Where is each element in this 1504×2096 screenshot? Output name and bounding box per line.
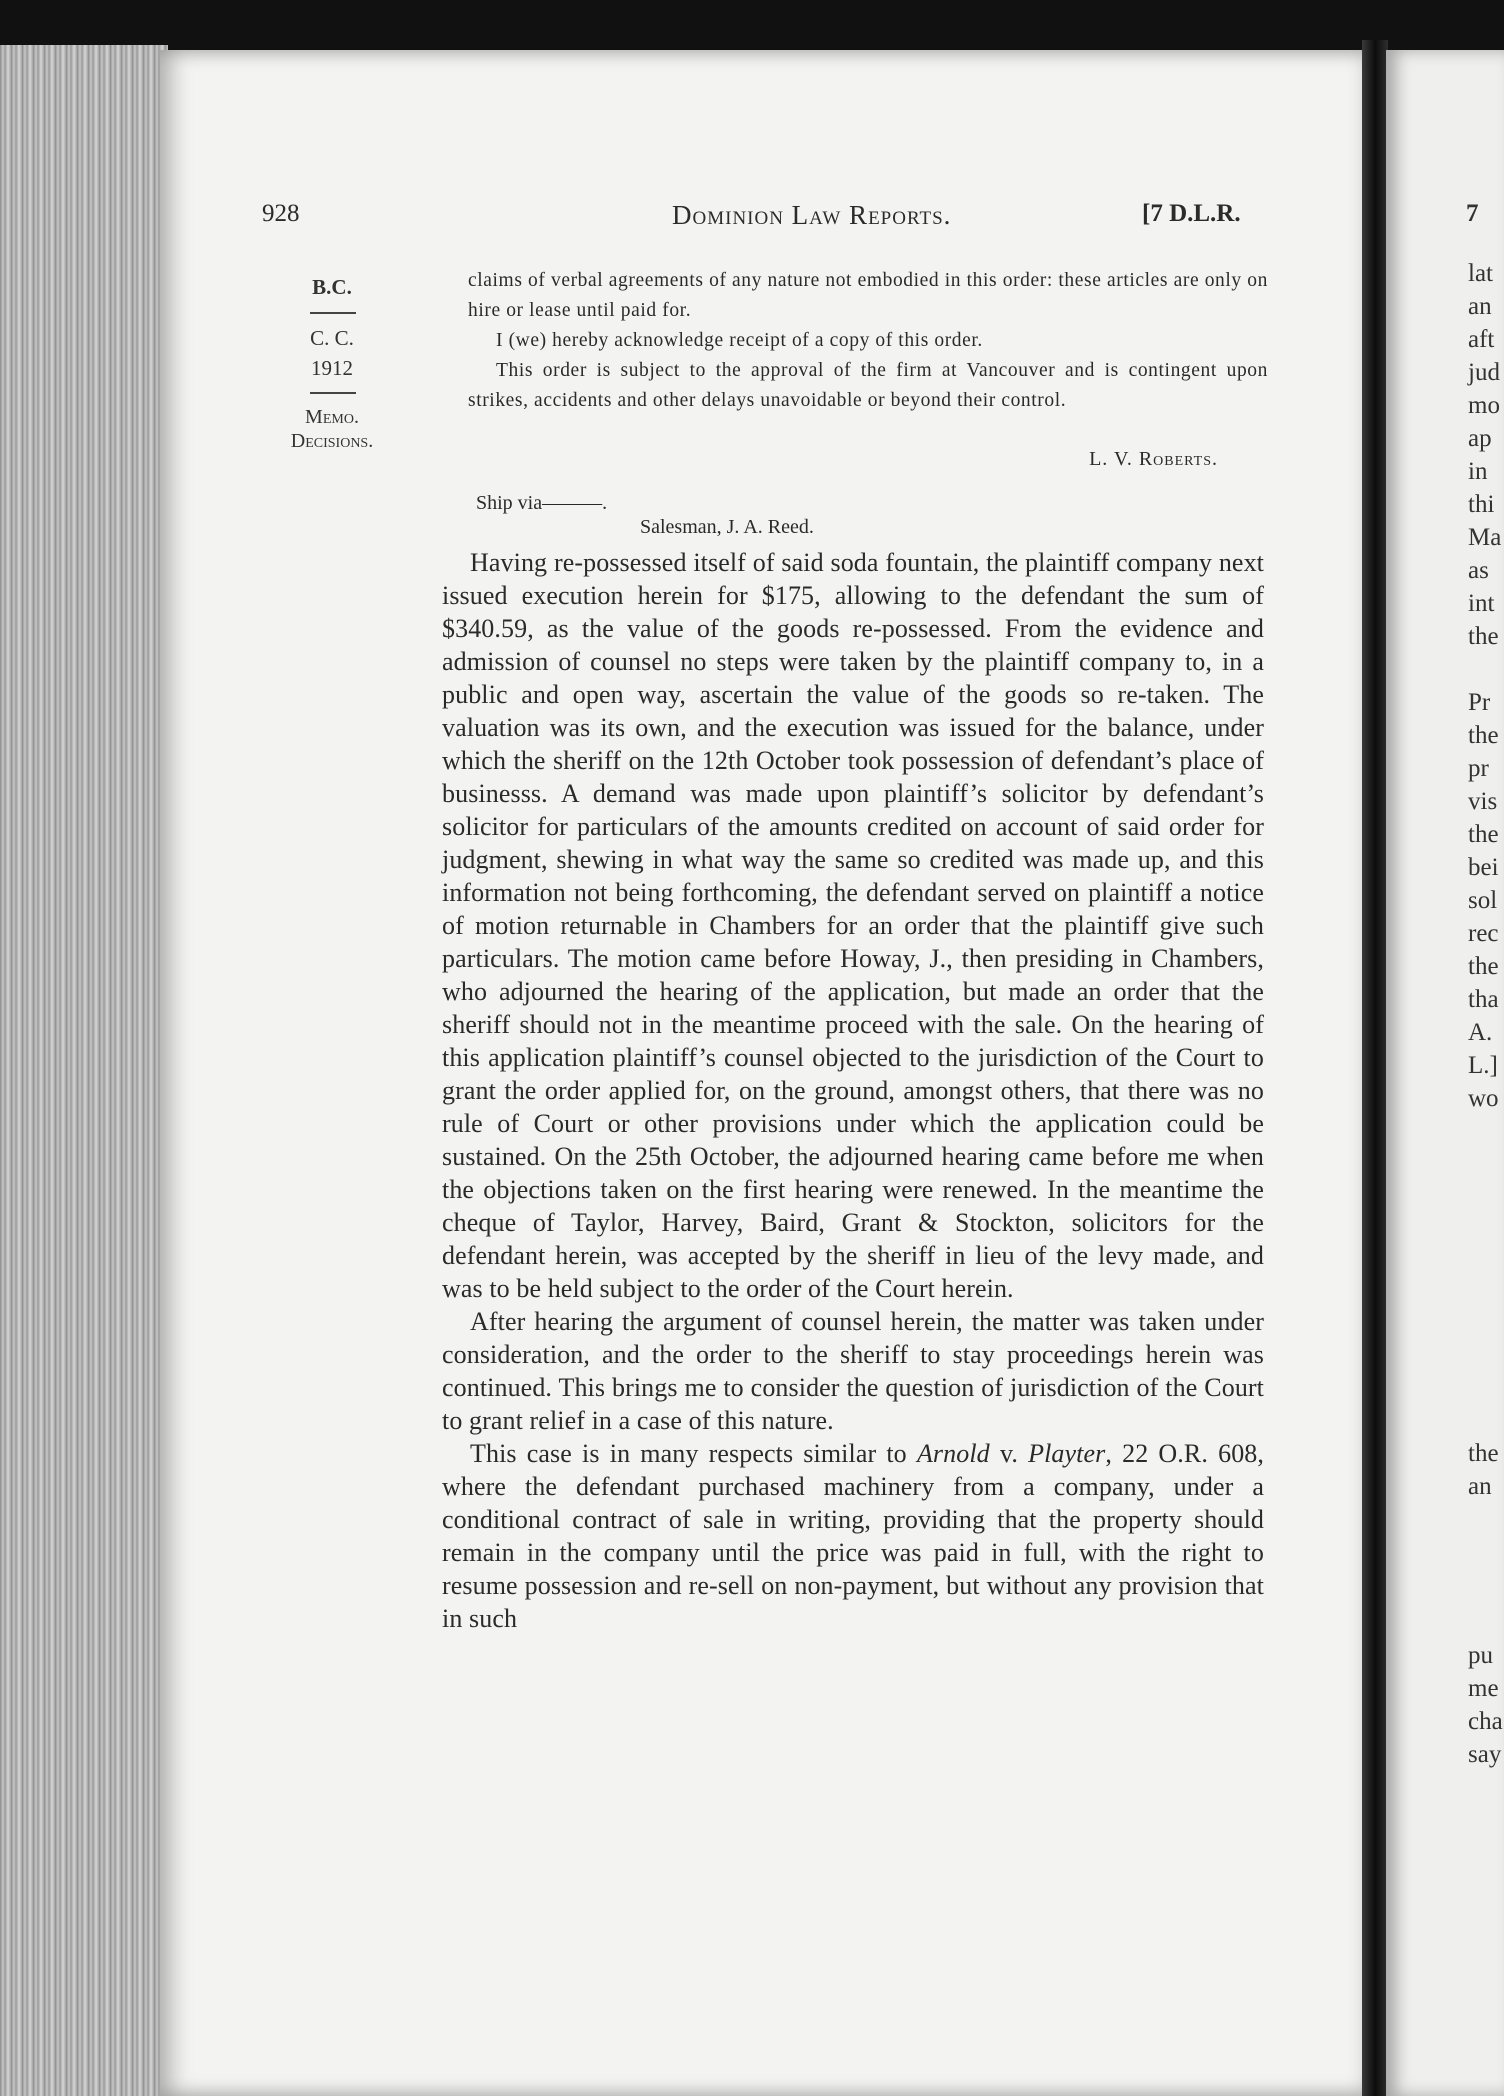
margin-court: C. C.	[310, 326, 354, 350]
facing-page-line: the	[1468, 1440, 1499, 1467]
facing-page-line: the	[1468, 821, 1499, 848]
facing-page-line: aft	[1468, 326, 1495, 353]
margin-rule	[310, 392, 356, 394]
facing-page-line: as	[1468, 557, 1489, 584]
salesman: Salesman, J. A. Reed.	[640, 516, 814, 538]
facing-page-line: rec	[1468, 920, 1499, 947]
facing-page-line: jud	[1468, 359, 1500, 386]
facing-page-line: say	[1468, 1741, 1502, 1768]
facing-page-line: tha	[1468, 986, 1499, 1013]
ship-via: Ship via———.	[476, 492, 608, 514]
facing-page-line: ap	[1468, 425, 1492, 452]
facing-page-line: vis	[1468, 788, 1498, 815]
running-title: Dominion Law Reports.	[672, 200, 952, 230]
facing-page-line: the	[1468, 623, 1499, 650]
facing-page-line: wo	[1468, 1085, 1499, 1112]
margin-rule	[310, 312, 356, 314]
body-paragraph: After hearing the argument of counsel herein, the matter was taken under consideration, and the order to the sheriff to stay proceedings herein was continued. This brings me to consider the question of jurisdiction of the Court to grant relief in a case of this nature.	[442, 1307, 1264, 1435]
judgment-body	[442, 546, 1264, 1635]
facing-page-line: the	[1468, 722, 1499, 749]
facing-page-line: A.	[1468, 1019, 1493, 1046]
page-number: 928	[262, 200, 300, 227]
margin-category: Decisions.	[290, 430, 374, 452]
signatory: L. V. Roberts.	[1089, 448, 1218, 470]
scan-top-border	[0, 0, 1504, 55]
facing-page-line: an	[1468, 293, 1492, 320]
facing-page-line: an	[1468, 1473, 1492, 1500]
order-excerpt	[468, 266, 1268, 416]
facing-page-line: sol	[1468, 887, 1498, 914]
facing-page-line: pu	[1468, 1642, 1493, 1669]
book-gutter	[1362, 40, 1388, 2096]
facing-page-line: L.]	[1468, 1052, 1498, 1079]
volume-reference: [7 D.L.R.	[1142, 200, 1241, 227]
facing-page-line: Ma	[1468, 524, 1502, 551]
facing-page-line: lat	[1468, 260, 1493, 287]
facing-page-line: cha	[1468, 1708, 1503, 1735]
book-page-edges	[0, 45, 168, 2096]
body-paragraph: This case is in many respects similar to Arnold v. Playter, 22 O.R. 608, where the defendant purchased machinery from a company, under a conditional contract of sale in writing, providing that the property should remain in the company until the price was paid in full, with the right to resume possession and re-sell on non-payment, but without any provision that in such	[442, 1439, 1264, 1633]
order-paragraph: I (we) hereby acknowledge receipt of a copy of this order.	[496, 330, 983, 351]
facing-page	[1386, 50, 1504, 2096]
case-name: Playter	[1028, 1439, 1106, 1468]
facing-page-line: bei	[1468, 854, 1499, 881]
order-paragraph: claims of verbal agreements of any nature not embodied in this order: these articles are only on hire or lease until paid for.	[468, 270, 1268, 321]
facing-page-line: pr	[1468, 755, 1489, 782]
margin-province: B.C.	[312, 275, 352, 299]
facing-page-header: 7	[1466, 200, 1479, 227]
facing-page-line: in	[1468, 458, 1488, 485]
facing-page-line: int	[1468, 590, 1495, 617]
facing-page-line: thi	[1468, 491, 1495, 518]
body-paragraph: Having re-possessed itself of said soda fountain, the plaintiff company next issued execution herein for $175, allowing to the defendant the sum of $340.59, as the value of the goods re-possessed. From the evidence and admission of counsel no steps were taken by the plaintiff company to, in a public and open way, ascertain the value of the goods so re-taken. The valuation was its own, and the execution was issued for the balance, under which the sheriff on the 12th October took possession of defendant’s place of businesss. A demand was made upon plaintiff’s solicitor by defendant’s solicitor for particulars of the amounts credited on account of said order for judgment, shewing in what way the same so credited was made up, and this information not being forthcoming, the defendant served on plaintiff a notice of motion returnable in Chambers for an order that the plaintiff give such particulars. The motion came before Howay, J., then presiding in Chambers, who adjourned the hearing of the application, but made an order that the sheriff should not in the meantime proceed with the sale. On the hearing of this application plaintiff’s counsel objected to the jurisdiction of the Court to grant the order applied for, on the ground, amongst others, that there was no rule of Court or other provisions under which the application could be sustained. On the 25th October, the adjourned hearing came before me when the objections taken on the first hearing were renewed. In the meantime the cheque of Taylor, Harvey, Baird, Grant & Stockton, solicitors for the defendant herein, was accepted by the sheriff in lieu of the levy made, and was to be held subject to the order of the Court herein.	[442, 548, 1264, 1303]
facing-page-line: mo	[1468, 392, 1500, 419]
facing-page-line: me	[1468, 1675, 1499, 1702]
margin-year: 1912	[311, 356, 353, 380]
case-name: Arnold	[916, 1439, 990, 1468]
facing-page-line: the	[1468, 953, 1499, 980]
order-paragraph: This order is subject to the approval of the firm at Vancouver and is contingent upon strikes, accidents and other delays unavoidable or beyond their control.	[468, 360, 1268, 411]
margin-category: Memo.	[305, 406, 359, 428]
facing-page-line: Pr	[1468, 689, 1491, 716]
